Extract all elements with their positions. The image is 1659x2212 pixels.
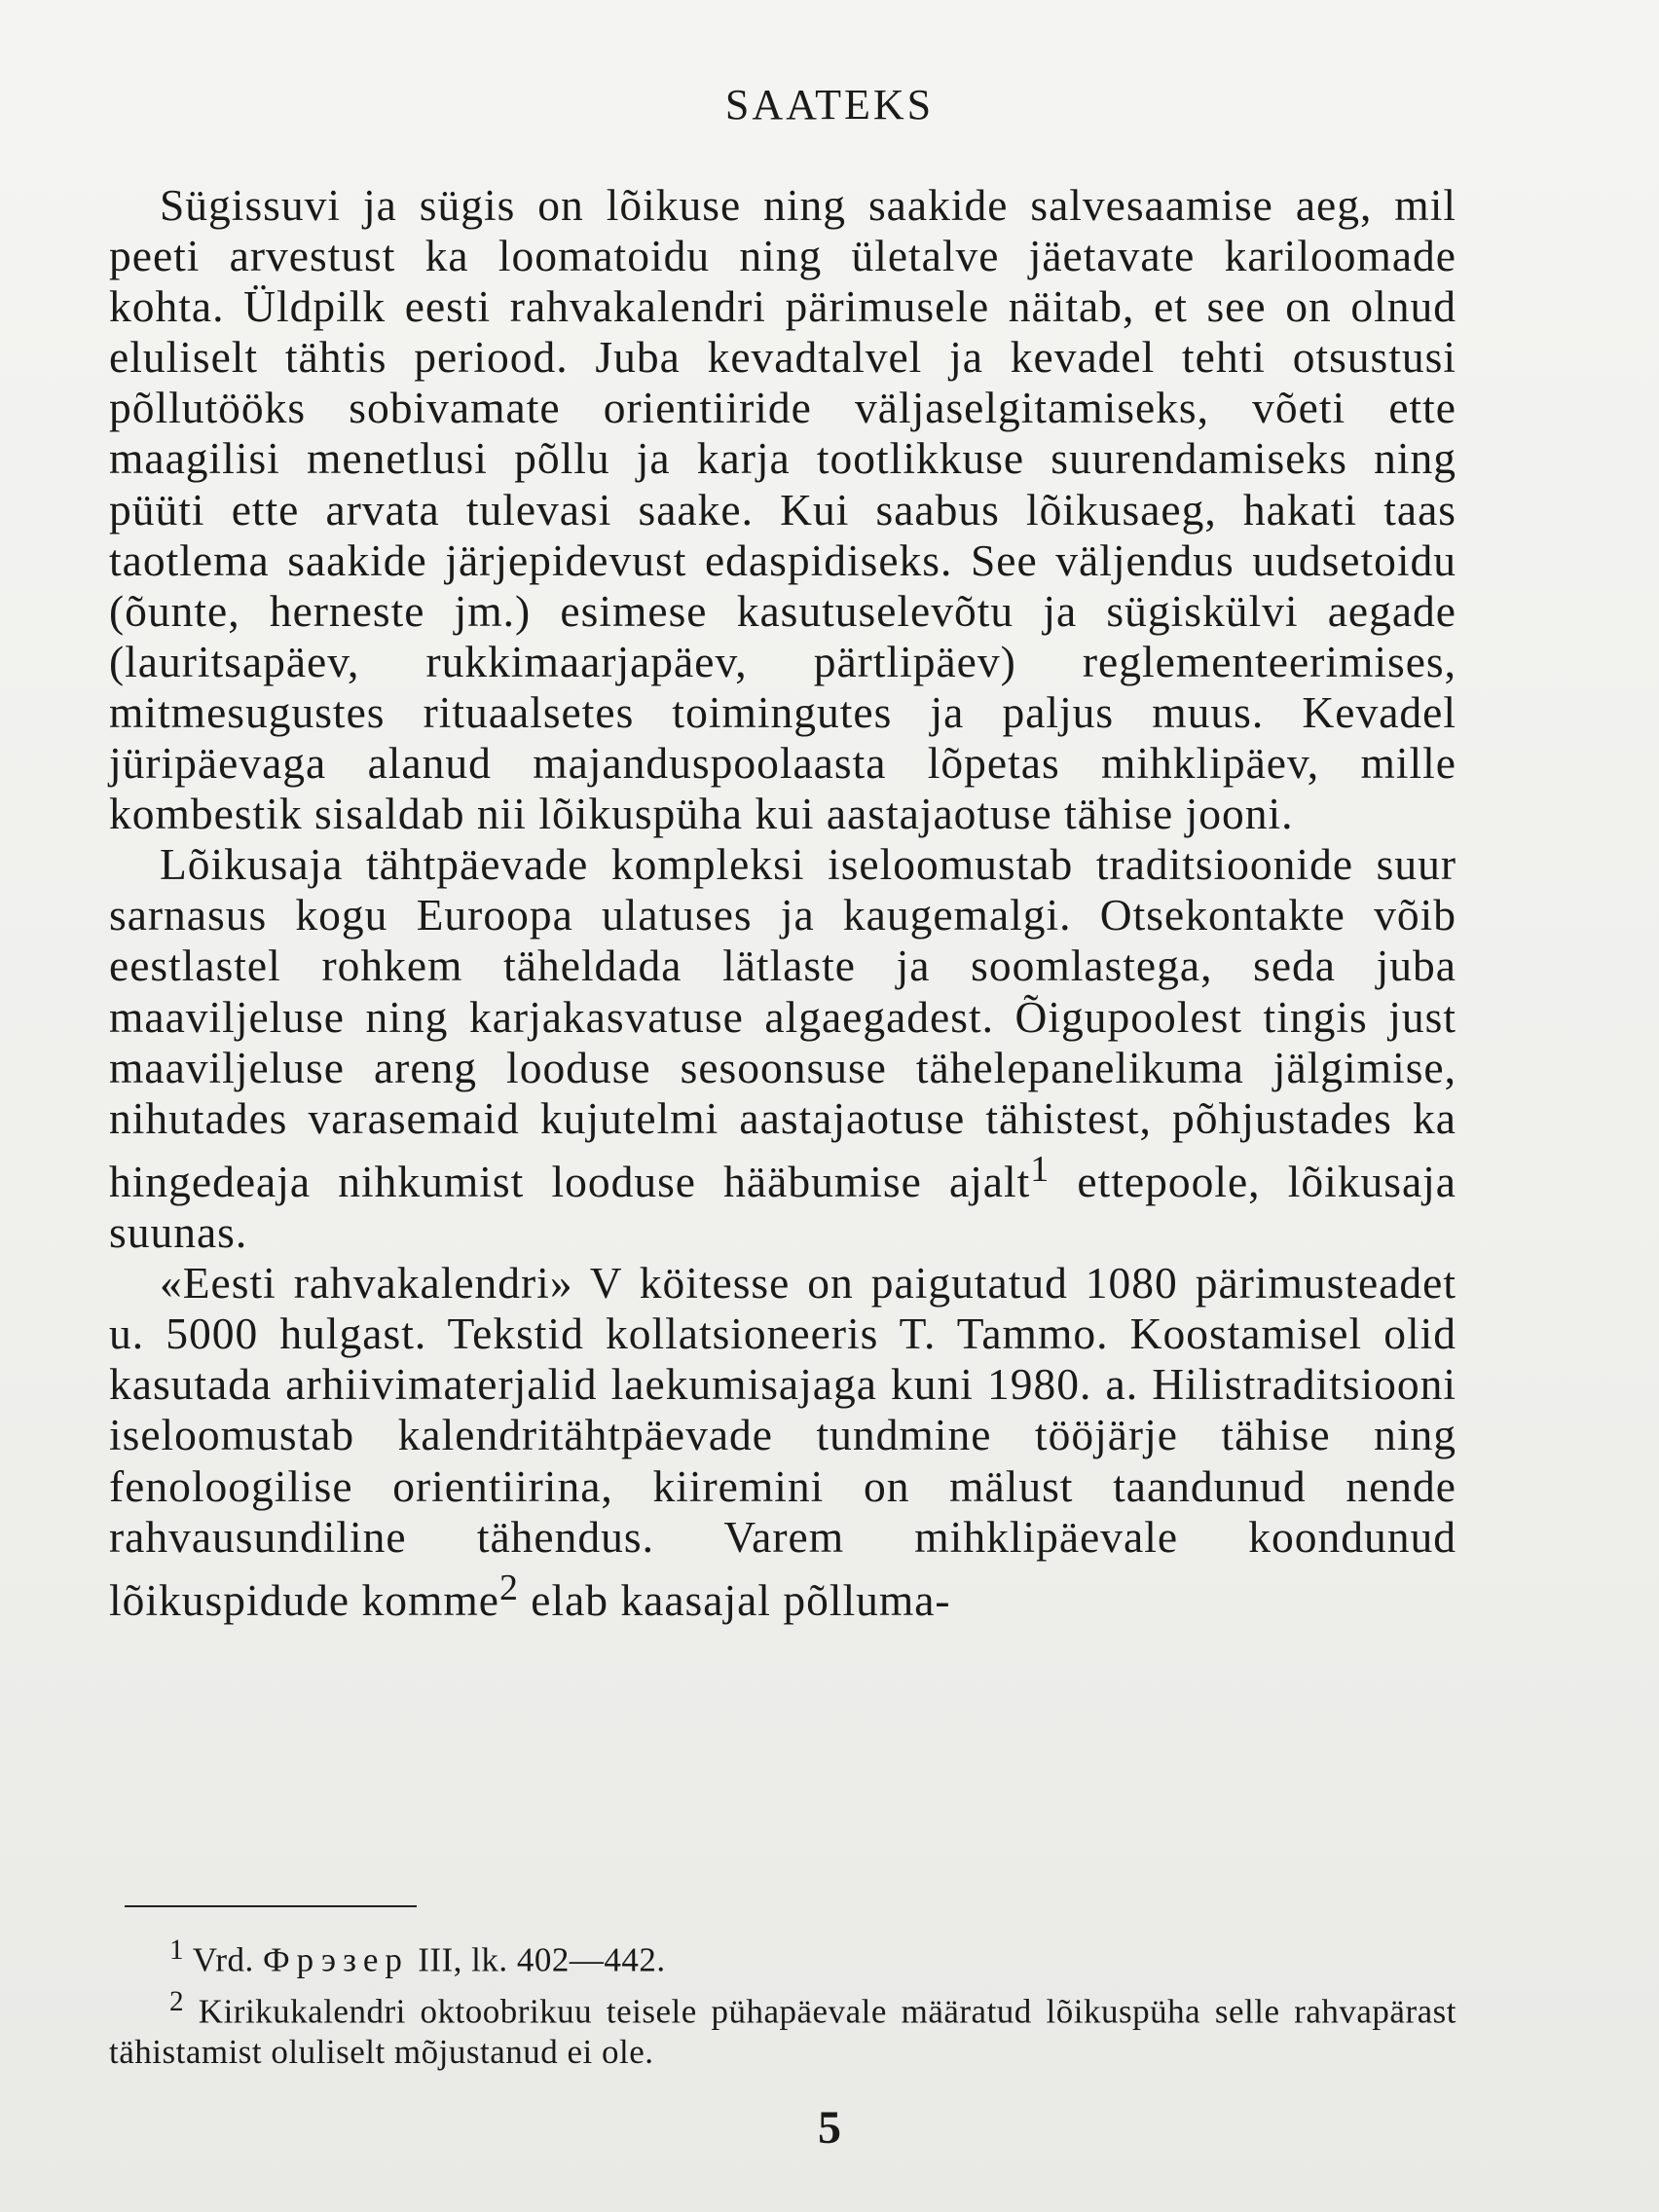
footnote-ref-1: 1 bbox=[1030, 1148, 1051, 1190]
paragraph-2-text-end: ettepoole, lõikusaja suunas. bbox=[109, 1156, 1456, 1258]
paragraph-1-text: Sügissuvi ja sügis on lõikuse ning saakide salvesaamise aeg, mil peeti arvestust ka loomatoidu ning ületalve jäetavate kariloomade kohta. Üldpilk eesti rahvakalendri pärimusele näitab, et see on olnud eluliselt tähtis periood. Juba kevadtalvel ja kevadel tehti otsustusi põllutööks sobivamate orientiiride väljaselgitamiseks, võeti ette maagilisi menetlusi põllu ja karja tootlikkuse suurendamiseks ning püüti ette arvata tulevasi saake. Kui saabus lõikusaeg, hakati taas taotlema saakide järjepidevust edaspidiseks. See väljendus uudsetoidu (õunte, herneste jm.) esimese kasutuselevõtu ja sügiskülvi aegade (lauritsapäev, rukkimaarjapäev, pärtlipäev) reglementeerimises, mitmesugustes rituaalsetes toimingutes ja paljus muus. Kevadel jüripäevaga alanud majanduspoolaasta lõpetas mihklipäev, mille kombestik sisaldab nii lõikuspüha kui aastajaotuse tähise jooni. bbox=[109, 180, 1456, 839]
footnote-2 bbox=[109, 1981, 1456, 2074]
footnote-divider bbox=[125, 1905, 417, 1907]
footnote-1-author: Фрэзер bbox=[263, 1940, 409, 1979]
footnote-2-mark: 2 bbox=[169, 1985, 185, 2017]
footnote-2-text: Kirikukalendri oktoobrikuu teisele pühapäevale määratud lõikuspüha selle rahvapärast tähistamist oluliselt mõjustanud ei ole. bbox=[109, 1992, 1456, 2072]
page-number: 5 bbox=[818, 2102, 841, 2154]
footnote-1-text: Vrd. bbox=[184, 1940, 264, 1979]
page-title: SAATEKS bbox=[724, 81, 935, 129]
footnote-ref-2: 2 bbox=[498, 1567, 519, 1608]
footnote-1 bbox=[109, 1930, 1456, 1981]
paragraph-3-text-end: elab kaasajal põlluma- bbox=[518, 1574, 951, 1625]
paragraph-1 bbox=[109, 180, 1456, 839]
body-text bbox=[109, 180, 1456, 1626]
paragraph-2 bbox=[109, 839, 1456, 1258]
paragraph-3 bbox=[109, 1258, 1456, 1626]
paragraph-2-text: Lõikusaja tähtpäevade kompleksi iseloomustab traditsioonide suur sarnasus kogu Euroopa ulatuses ja kaugemalgi. Otsekontakte võib eestlastel rohkem täheldada lätlaste ja soomlastega, seda juba maaviljeluse ning karjakasvatuse algaegadest. Õigupoolest tingis just maaviljeluse areng looduse sesoonsuse tähelepanelikuma jälgimise, nihutades varasemaid kujutelmi aastajaotuse tähistest, põhjustades ka hingedeaja nihkumist looduse hääbumise ajalt bbox=[109, 839, 1456, 1206]
footnote-1-text-end: III, lk. 402—442. bbox=[408, 1940, 666, 1979]
paragraph-3-text: «Eesti rahvakalendri» V köitesse on paigutatud 1080 pärimusteadet u. 5000 hulgast. Tekstid kollatsioneeris T. Tammo. Koostamisel olid kasutada arhiivimaterjalid laekumisajaga kuni 1980. a. Hilistraditsiooni iseloomustab kalendritähtpäevade tundmine tööjärje tähise ning fenoloogilise orientiirina, kiiremini on mälust taandunud nende rahvausundiline tähendus. Varem mihklipäevale koondunud lõikuspidude komme bbox=[109, 1258, 1456, 1625]
footnote-1-mark: 1 bbox=[169, 1935, 185, 1966]
footnotes bbox=[109, 1930, 1456, 2073]
